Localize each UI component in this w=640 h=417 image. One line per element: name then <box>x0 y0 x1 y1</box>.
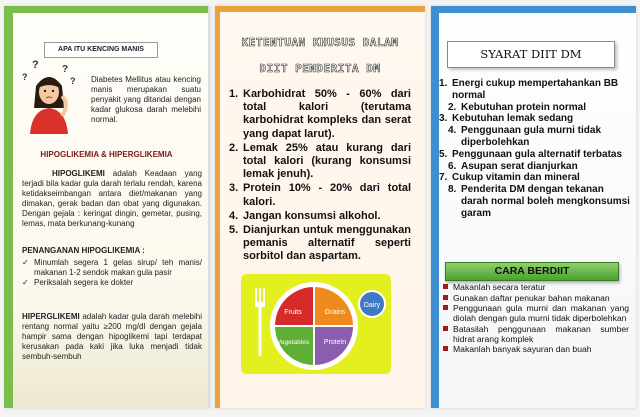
bullet-icon <box>443 284 448 289</box>
plate-grains-label: Grains <box>324 309 346 316</box>
svg-text:?: ? <box>22 72 28 82</box>
syarat-item: 3. Kebutuhan lemak sedang <box>439 113 574 125</box>
svg-text:?: ? <box>70 76 76 86</box>
green-top-strip <box>13 6 209 13</box>
gold-top-strip <box>215 6 425 12</box>
plate-protein-label: Protein <box>323 339 347 346</box>
hiperglikemi-desc: adalah kadar gula darah melebihi rentang normal yaitu ≥200 mg/dl dengan gejala hampir sama dengan hipoglikemi tapi terdapat kerusakan pada kaki jika luka menjadi tidak sembuh-sembuh <box>22 312 202 361</box>
myplate-illustration <box>241 274 391 374</box>
cara-item: Makanlah secara teratur <box>443 282 629 292</box>
hipoglikemi-paragraph <box>22 169 202 229</box>
ketentuan-item: 5. Dianjurkan untuk menggunakan pemanis alternatif seperti sorbitol dan aspartam. <box>229 224 411 263</box>
hipoglikemi-desc: adalah Keadaan yang terjadi bila kadar gula darah terlalu rendah, karena ketidakseimbangan antara diet/makanan yang dimakan, gerak badan dan obat yang digunakan. Dengan gejala : keringat dingin, gemetar, pusing, lemas, mata berkunang-kunang <box>22 169 202 228</box>
syarat-item: 2. Kebutuhan protein normal <box>448 101 586 113</box>
syarat-item: 4. Penggunaan gula murni tidak diperbolehkan <box>448 125 602 148</box>
penanganan-item: ✓ Periksalah segera ke dokter <box>22 278 134 287</box>
syarat-title: SYARAT DIIT DM <box>447 41 615 68</box>
blue-left-strip <box>431 13 439 408</box>
bullet-icon <box>443 305 448 310</box>
cara-item: Makanlah banyak sayuran dan buah <box>443 344 629 354</box>
bullet-icon <box>443 346 448 351</box>
ketentuan-item: 2. Lemak 25% atau kurang dari total kalori (kurang konsumsi lemak jenuh). <box>229 141 411 181</box>
ketentuan-item: 4. Jangan konsumsi alkohol. <box>229 209 381 222</box>
cara-item: Batasilah penggunaan makanan sumber hidrat arang komplek <box>443 324 629 344</box>
syarat-list <box>439 78 631 220</box>
right-panel <box>431 6 636 408</box>
penanganan-list <box>22 258 202 288</box>
cara-berdiit-title: CARA BERDIIT <box>445 262 619 281</box>
check-arrow-icon: ✓ <box>22 258 29 267</box>
hipo-hiper-heading: HIPOGLIKEMIA & HIPERGLIKEMIA <box>40 150 173 159</box>
svg-text:?: ? <box>62 64 69 75</box>
definition-text: Diabetes Mellitus atau kencing manis merupakan suatu penyakit yang ditandai dengan kadar glukosa darah melebihi normal. <box>91 75 201 124</box>
middle-panel <box>215 6 425 408</box>
check-arrow-icon: ✓ <box>22 278 29 287</box>
syarat-item: 8. Penderita DM dengan tekanan darah normal boleh mengkonsumsi garam <box>448 184 630 219</box>
plate-vegetables-label: Vegetables <box>276 339 310 346</box>
plate-fruits-label: Fruits <box>284 309 302 316</box>
syarat-item: 6. Asupan serat dianjurkan <box>448 160 578 172</box>
syarat-item: 1. Energi cukup mempertahankan BB normal <box>439 78 619 101</box>
ketentuan-item: 3. Protein 10% - 20% dari total kalori. <box>229 182 411 208</box>
cara-berdiit-list <box>443 282 629 355</box>
cara-item: Gunakan daftar penukar bahan makanan <box>443 293 629 303</box>
blue-top-strip <box>431 6 636 13</box>
hiperglikemi-paragraph <box>22 312 202 362</box>
syarat-item: 5. Penggunaan gula alternatif terbatas <box>439 148 623 160</box>
svg-text:?: ? <box>32 59 39 71</box>
ketentuan-title-line1: KETENTUAN KHUSUS DALAM <box>241 36 399 49</box>
plate-dairy-label: Dairy <box>363 302 381 309</box>
gold-left-strip <box>215 12 220 408</box>
penanganan-title: PENANGANAN HIPOGLIKEMIA : <box>22 246 145 255</box>
penanganan-item: ✓ Minumlah segera 1 gelas sirup/ teh manis/ makanan 1-2 sendok makan gula pasir <box>22 258 202 277</box>
bullet-icon <box>443 326 448 331</box>
panel1-title: APA ITU KENCING MANIS <box>44 42 158 58</box>
ketentuan-title-line2: DIIT PENDERITA DM <box>259 62 381 75</box>
hiperglikemi-term: HIPERGLIKEMI <box>22 312 80 321</box>
green-side-strip <box>4 6 13 408</box>
syarat-item: 7. Cukup vitamin dan mineral <box>439 172 580 184</box>
bullet-icon <box>443 295 448 300</box>
ketentuan-list <box>229 88 411 265</box>
left-panel <box>4 6 209 408</box>
confused-woman-illustration <box>18 56 80 134</box>
ketentuan-item: 1. Karbohidrat 50% - 60% dari total kalori (terutama karbohidrat kompleks dan serat yang dapat larut). <box>229 88 411 140</box>
cara-item: Penggunaan gula murni dan makanan yang diolah dengan gula murni tidak diperbolehkan <box>443 303 629 323</box>
hipoglikemi-term: HIPOGLIKEMI <box>52 169 105 178</box>
